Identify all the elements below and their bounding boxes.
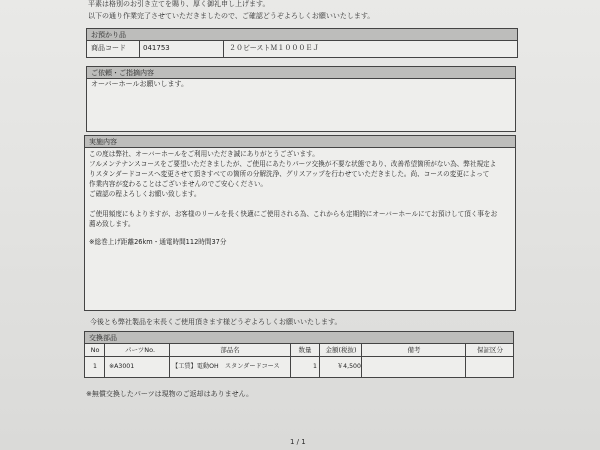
- jisshi-line: ご確認の程よろしくお願い致します。: [89, 190, 201, 198]
- jisshi-section: [84, 135, 516, 311]
- page-number: 1 / 1: [290, 438, 306, 446]
- jisshi-line: 薦め致します。: [89, 220, 135, 228]
- divider: [85, 356, 513, 357]
- intro-line-1: 平素は格別のお引き立てを賜り、厚く御礼申し上げます。: [88, 0, 270, 8]
- col-header-name: 部品名: [220, 346, 240, 354]
- col-header-warranty: 保証区分: [477, 346, 503, 354]
- table-row-qty: 1: [313, 363, 317, 370]
- product-name: ２０ビーストＭ１０００ＥＪ: [229, 44, 320, 52]
- jisshi-line: この度は弊社、オーバーホールをご利用いただき誠にありがとうございます。: [89, 150, 319, 158]
- azukari-section: [86, 28, 518, 58]
- table-row-no: 1: [93, 363, 97, 370]
- table-row-amount: ￥4,500: [337, 363, 361, 370]
- closing-text: 今後とも弊社製品を末長くご使用頂きます様どうぞよろしくお願いいたします。: [90, 318, 342, 326]
- irai-header: ご依頼・ご指摘内容: [87, 67, 515, 79]
- divider: [290, 344, 291, 378]
- product-code-value: 041753: [143, 44, 170, 52]
- divider: [139, 41, 140, 58]
- jisshi-header: 実施内容: [85, 136, 515, 148]
- col-header-qty: 数量: [298, 346, 312, 354]
- table-row-name: 【工賃】電動OH スタンダードコース: [172, 363, 280, 370]
- divider: [169, 344, 170, 378]
- jisshi-line: フルメンテナンスコースをご要望いただきましたが、ご使用にあたりパーツ交換が不要な状態であり、改善希望箇所がない為、弊社規定よ: [89, 160, 497, 168]
- footnote: ※無償交換したパーツは現物のご返却はありません。: [86, 390, 254, 398]
- divider: [319, 344, 320, 378]
- table-row-part-no: ※A3001: [109, 363, 135, 370]
- product-code-label: 商品コード: [91, 44, 126, 52]
- divider: [361, 344, 362, 378]
- divider: [465, 344, 466, 378]
- col-header-amount: 金額(税抜): [325, 346, 357, 354]
- jisshi-line: ※総巻上げ距離26km・通電時間112時間37分: [89, 238, 227, 246]
- divider: [104, 344, 105, 378]
- col-header-part-no: パーツNo.: [124, 346, 156, 354]
- irai-section: [86, 66, 516, 132]
- intro-line-2: 以下の通り作業完了させていただきましたので、ご確認どうぞよろしくお願いいたします。: [88, 12, 375, 20]
- azukari-header: お預かり品: [87, 29, 517, 41]
- col-header-no: No: [90, 346, 100, 354]
- jisshi-line: りスタンダードコースへ変更させて頂きすべての箇所の分解洗浄、グリスアップを行わせていただきました。尚、コースの変更によって: [89, 170, 490, 178]
- jisshi-line: ご使用頻度にもよりますが、お客様のリールを長く快適にご使用される為、これからも定期的にオーバーホールにてお預けして頂く事をお: [89, 210, 498, 218]
- jisshi-line: 作業内容が変わることはございませんのでご安心ください。: [89, 180, 268, 188]
- irai-text: オーバーホールお願いします。: [91, 80, 188, 88]
- parts-header: 交換部品: [85, 332, 513, 344]
- parts-table: [84, 331, 514, 378]
- col-header-note: 備考: [407, 346, 421, 354]
- divider: [223, 41, 224, 58]
